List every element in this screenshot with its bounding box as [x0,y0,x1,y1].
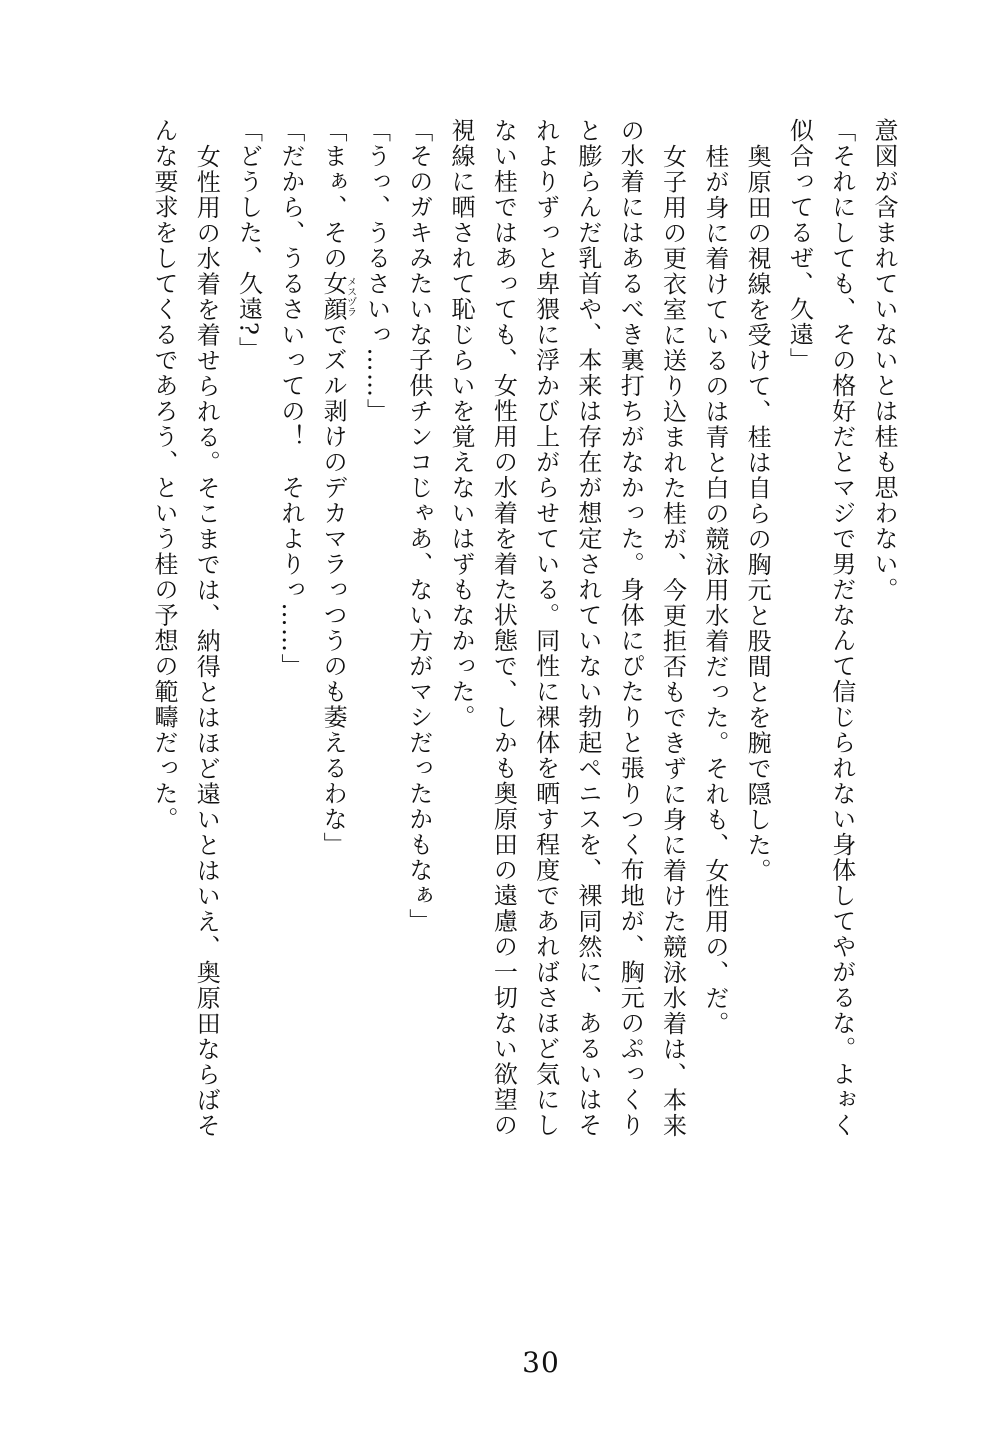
paragraph: 「うっ、うるさいっ……」 [362,118,391,424]
paragraph: 女性用の水着を着せられる。そこまでは、納得とはほど遠いとはいえ、奥原田ならばそんな要求をしてくるであろう、という桂の予想の範疇だった。 [149,118,221,1138]
paragraph: 奥原田の視線を受けて、桂は自らの胸元と股間とを腕で隠した。 [743,143,772,883]
paragraph: 女子用の更衣室に送り込まれた桂が、今更拒否もできずに身に着けた競泳水着は、本来の水着にはあるべき裏打ちがなかった。身体にぴたりと張りつく布地が、胸元のぷっくりと膨らんだ乳首や、本来は存在が想定されていない勃起ペニスを、裸同然に、あるいはそれよりずっと卑猥に浮かび上がらせている。同性に裸体を晒す程度であればさほど気にしない桂ではあっても、女性用の水着を着た状態で、しかも奥原田の遠慮の一切ない欲望の視線に晒されて恥じらいを覚えないはずもなかった。 [447,118,687,1138]
paragraph: 桂が身に着けているのは青と白の競泳用水着だった。それも、女性用の、だ。 [700,143,729,1036]
ruby-annotated-word: 女顔メスヅラ [319,271,356,322]
paragraph: 意図が含まれていないとは桂も思わない。 [870,118,898,603]
paragraph: 「だから、うるさいっての！ それよりっ……」 [276,118,305,679]
paragraph: 「それにしても、その格好だとマジで男だなんて信じられない身体してやがるな。よぉく似合ってるぜ、久遠」 [785,118,856,1138]
page-number: 30 [522,1346,560,1379]
paragraph: 「そのガキみたいな子供チンコじゃあ、ない方がマシだったかもなぁ」 [404,118,433,934]
paragraph: 「どうした、久遠?」 [234,118,263,362]
vertical-text-block [143,118,905,1146]
paragraph: 「まぁ、その女顔メスヅラでズル剥けのデカマラっつうのも萎えるわな」 [319,118,356,858]
